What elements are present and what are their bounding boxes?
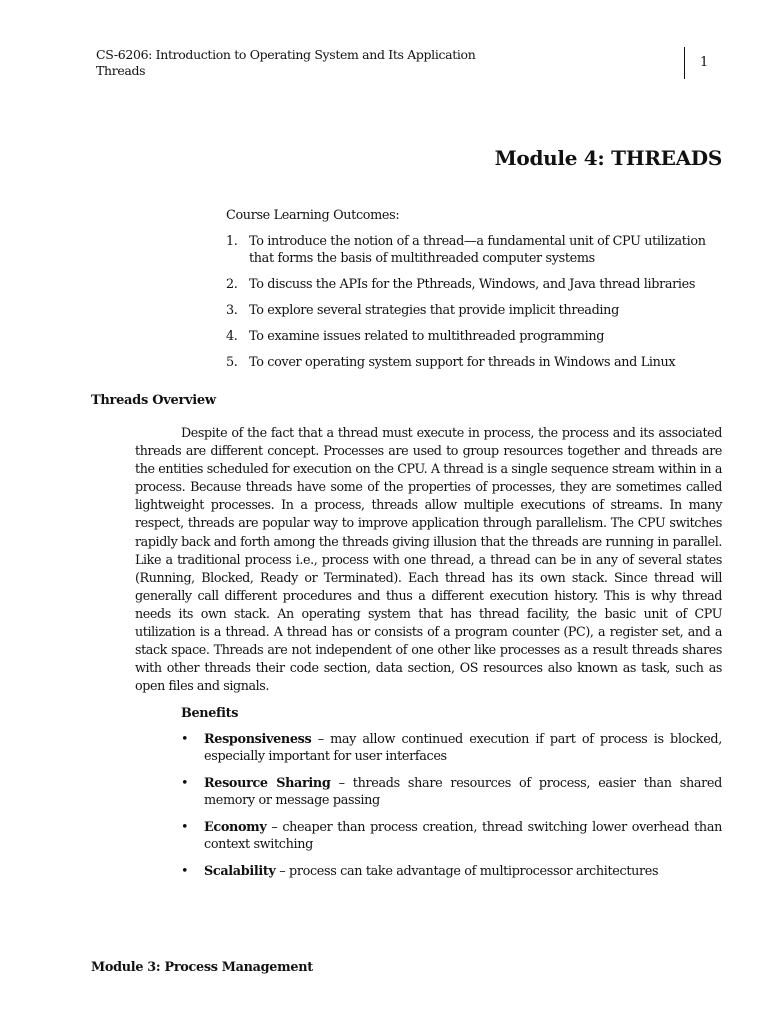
outcome-number: 2. <box>226 277 238 292</box>
page-title: Module 4: THREADS <box>494 146 722 170</box>
learning-outcomes <box>226 207 726 380</box>
benefit-description: – process can take advantage of multiprocessor architectures <box>275 864 659 879</box>
outcome-text: To discuss the APIs for the Pthreads, Windows, and Java thread libraries <box>249 277 696 292</box>
running-footer: Module 3: Process Management <box>91 960 313 975</box>
outcome-number: 5. <box>226 355 238 370</box>
benefit-term: Responsiveness <box>204 732 312 747</box>
running-header <box>96 47 475 79</box>
benefits-heading: Benefits <box>181 706 239 721</box>
bullet-icon: • <box>181 864 189 879</box>
outcome-text: To cover operating system support for threads in Windows and Linux <box>249 355 676 370</box>
outcomes-list <box>226 233 726 371</box>
outcome-text: To examine issues related to multithreaded programming <box>249 329 605 344</box>
benefit-item <box>181 819 722 853</box>
benefit-term: Scalability <box>204 864 276 879</box>
outcome-number: 4. <box>226 329 238 344</box>
outcome-text: To explore several strategies that provide implicit threading <box>249 303 619 318</box>
outcome-item <box>226 276 726 293</box>
outcome-item <box>226 354 726 371</box>
benefit-term: Resource Sharing <box>204 776 331 791</box>
header-divider <box>684 47 685 79</box>
outcome-item <box>226 233 726 267</box>
overview-paragraph: Despite of the fact that a thread must execute in process, the process and its associated threads are different concept. Processes are used to group resources together and threads are the entities scheduled for execution on the CPU. A thread is a single sequence stream within in a process. Because threads have some of the properties of processes, they are sometimes called lightweight processes. In a process, threads allow multiple executions of streams. In many respect, threads are popular way to improve application through parallelism. The CPU switches rapidly back and forth among the threads giving illusion that the threads are running in parallel. Like a traditional process i.e., process with one thread, a thread can be in any of several states (Running, Blocked, Ready or Terminated). Each thread has its own stack. Since thread will generally call different procedures and thus a different execution history. This is why thread needs its own stack. An operating system that has thread facility, the basic unit of CPU utilization is a thread. A thread has or consists of a program counter (PC), a register set, and a stack space. Threads are not independent of one other like processes as a result threads shares with other threads their code section, data section, OS resources also known as task, such as open files and signals. <box>135 425 722 694</box>
page-number: 1 <box>700 55 709 70</box>
benefit-description: – may allow continued execution if part of process is blocked, especially important for user interfaces <box>204 732 722 764</box>
header-topic: Threads <box>96 63 146 78</box>
benefit-item <box>181 775 722 809</box>
section-heading-threads-overview: Threads Overview <box>91 393 216 408</box>
bullet-icon: • <box>181 820 189 835</box>
outcomes-heading: Course Learning Outcomes: <box>226 208 400 223</box>
bullet-icon: • <box>181 732 189 747</box>
outcome-number: 1. <box>226 234 238 249</box>
outcome-text: To introduce the notion of a thread—a fundamental unit of CPU utilization that forms the basis of multithreaded computer systems <box>249 234 706 266</box>
outcome-item <box>226 302 726 319</box>
benefit-item <box>181 863 722 880</box>
bullet-icon: • <box>181 776 189 791</box>
benefit-description: – threads share resources of process, easier than shared memory or message passing <box>204 776 722 808</box>
outcome-item <box>226 328 726 345</box>
benefit-term: Economy <box>204 820 267 835</box>
header-course-title: CS-6206: Introduction to Operating System and Its Application <box>96 47 476 62</box>
outcome-number: 3. <box>226 303 238 318</box>
benefit-description: – cheaper than process creation, thread switching lower overhead than context switching <box>204 820 722 852</box>
benefit-item <box>181 731 722 765</box>
benefits-list <box>181 731 722 880</box>
benefits-section <box>181 705 722 890</box>
